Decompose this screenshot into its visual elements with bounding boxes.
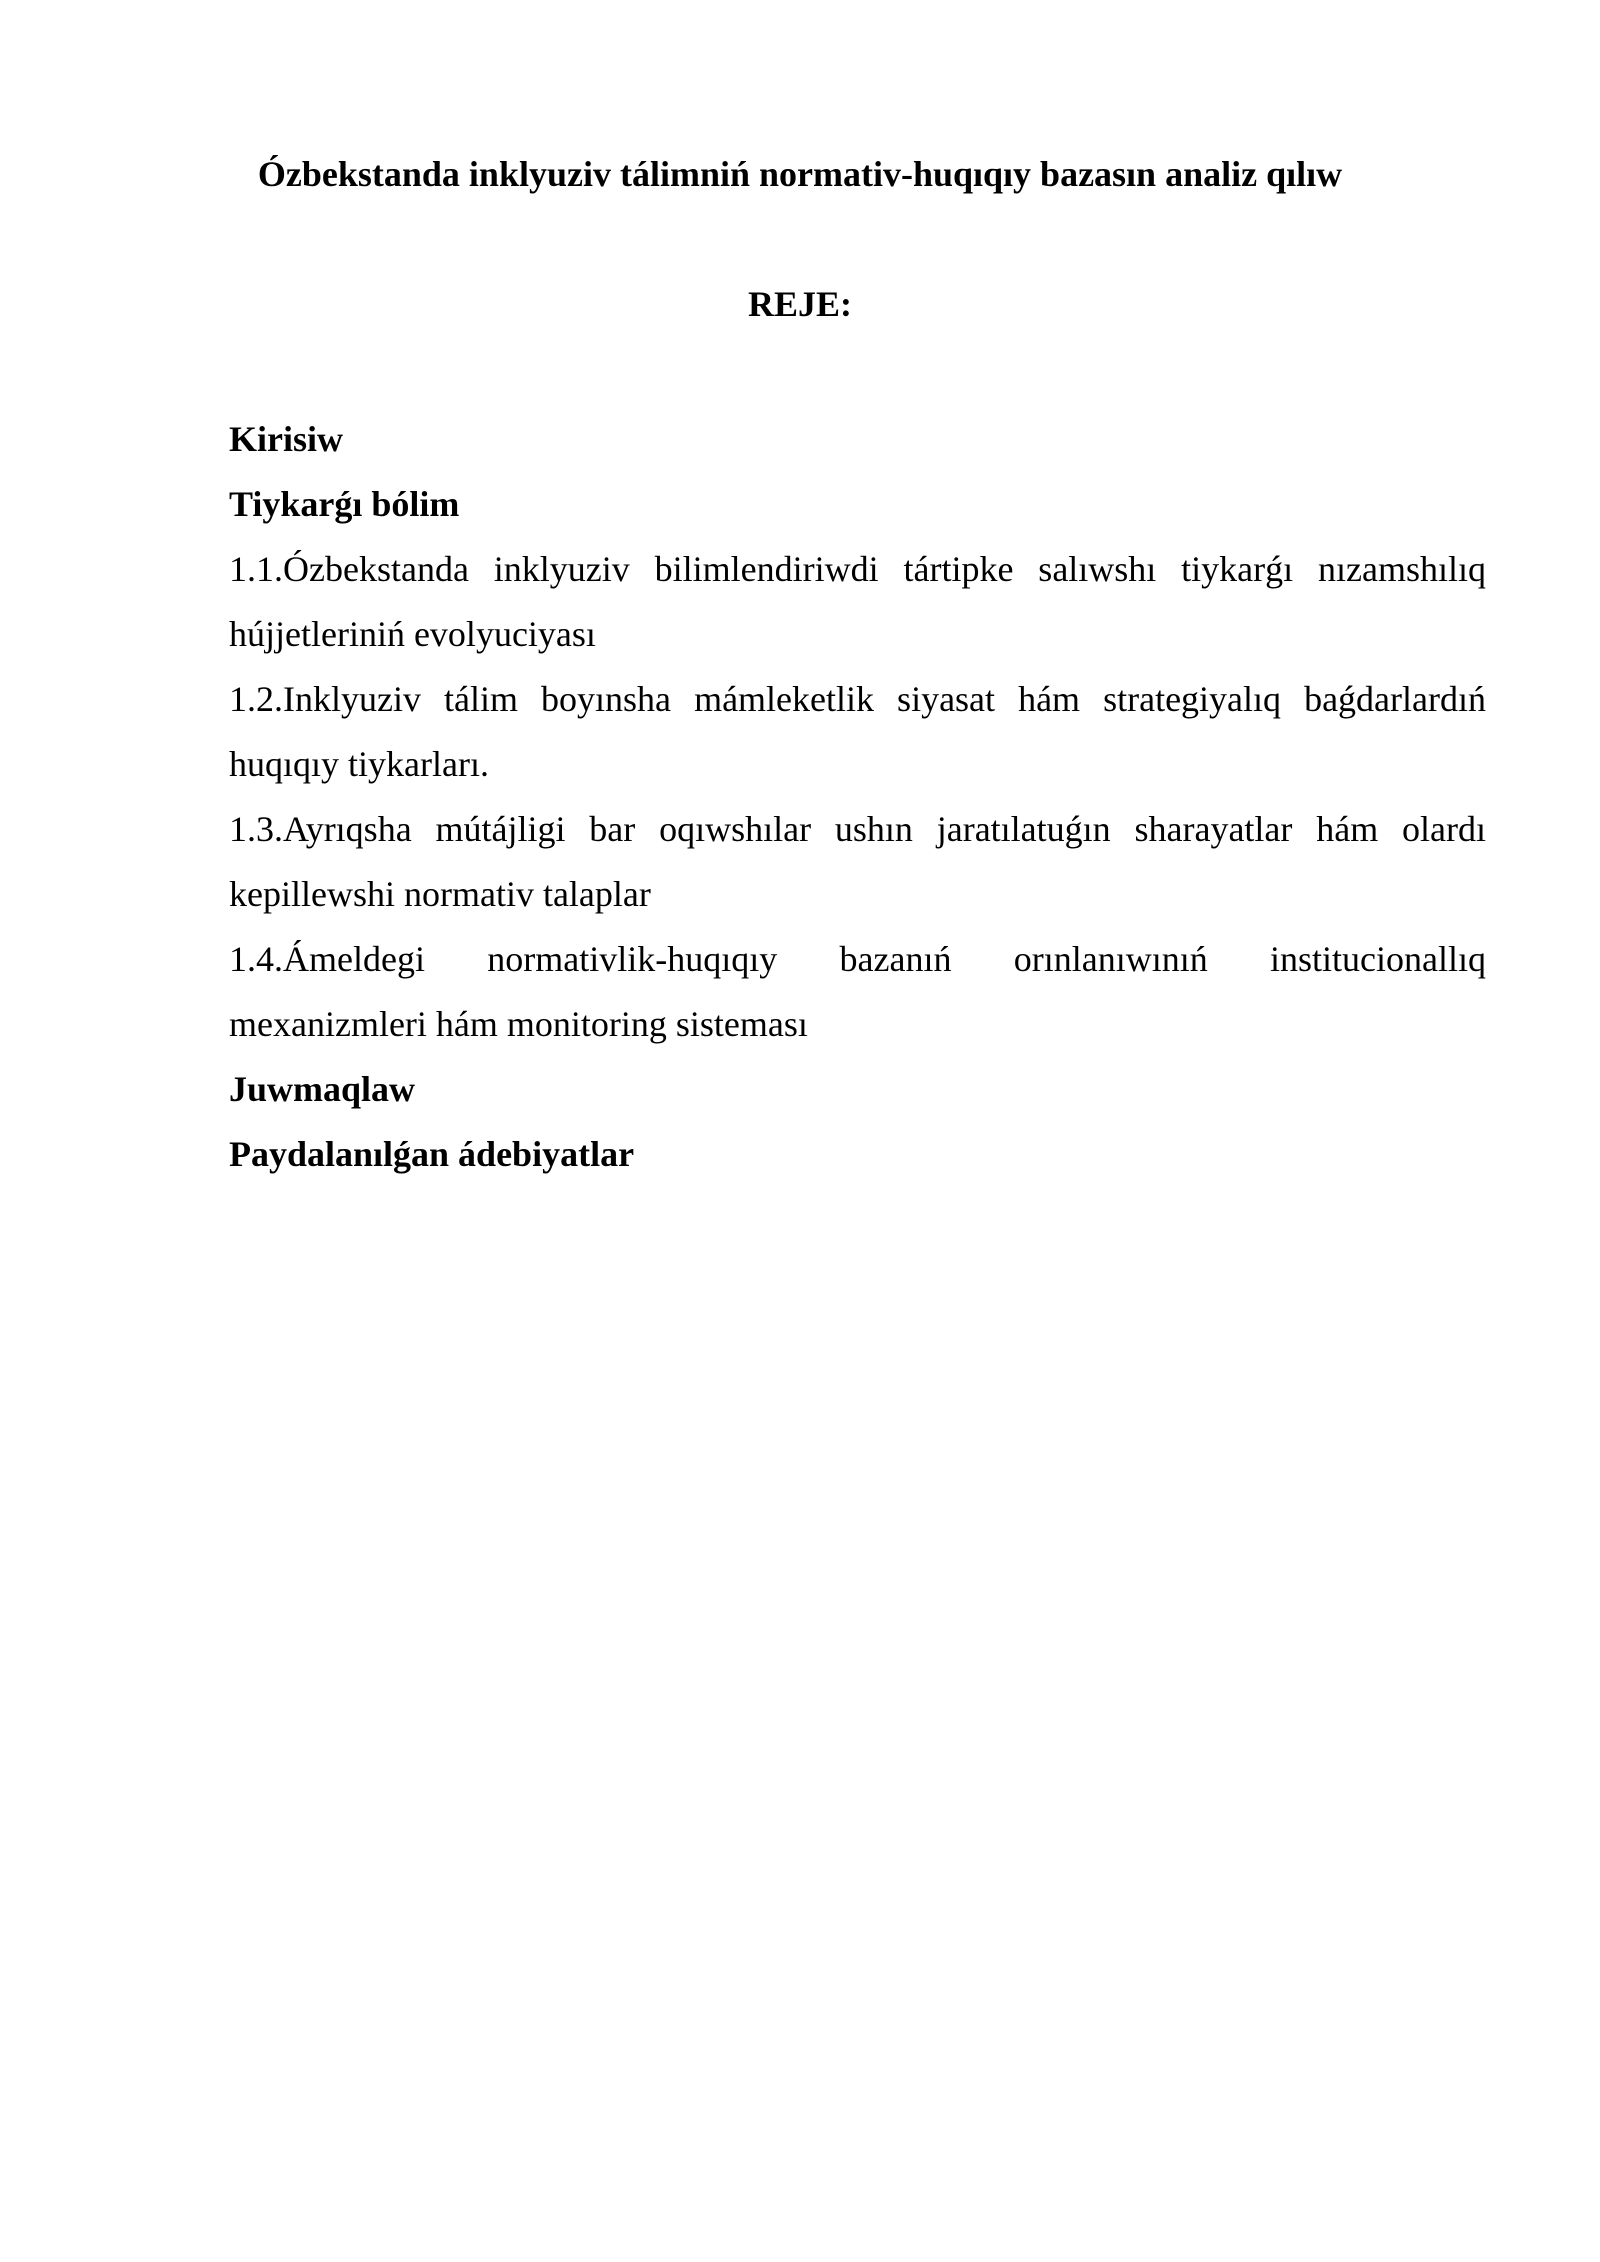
toc-section-1-4-line-2: mexanizmleri hám monitoring sisteması — [229, 1004, 808, 1044]
toc-section-1-3-line-2: kepillewshi normativ talaplar — [229, 874, 651, 914]
toc-section-1-2-line-1: 1.2.Inklyuziv tálim boyınsha mámleketlik siyasat hám strategiyalıq baǵdarlardıń — [229, 679, 1486, 719]
toc-main-part: Tiykarǵı bólim — [229, 484, 460, 524]
toc-section-1-2-line-2: huqıqıy tiykarları. — [229, 744, 489, 784]
table-of-contents — [229, 407, 1486, 1187]
toc-section-1-1-line-2: hújjetleriniń evolyuciyası — [229, 614, 596, 654]
plan-heading: REJE: — [747, 284, 852, 324]
toc-references: Paydalanılǵan ádebiyatlar — [229, 1134, 635, 1174]
toc-intro: Kirisiw — [229, 419, 343, 459]
toc-conclusion: Juwmaqlaw — [229, 1069, 416, 1109]
document-title: Ózbekstanda inklyuziv tálimniń normativ-huqıqıy bazasın analiz qılıw — [257, 154, 1343, 194]
toc-section-1-4-line-1: 1.4.Ámeldegi normativlik-huqıqıy bazanıń orınlanıwınıń institucionallıq — [229, 939, 1486, 979]
toc-section-1-3-line-1: 1.3.Ayrıqsha mútájligi bar oqıwshılar ushın jaratılatuǵın sharayatlar hám olardı — [229, 809, 1486, 849]
toc-section-1-1-line-1: 1.1.Ózbekstanda inklyuziv bilimlendiriwdi tártipke salıwshı tiykarǵı nızamshılıq — [229, 549, 1486, 589]
